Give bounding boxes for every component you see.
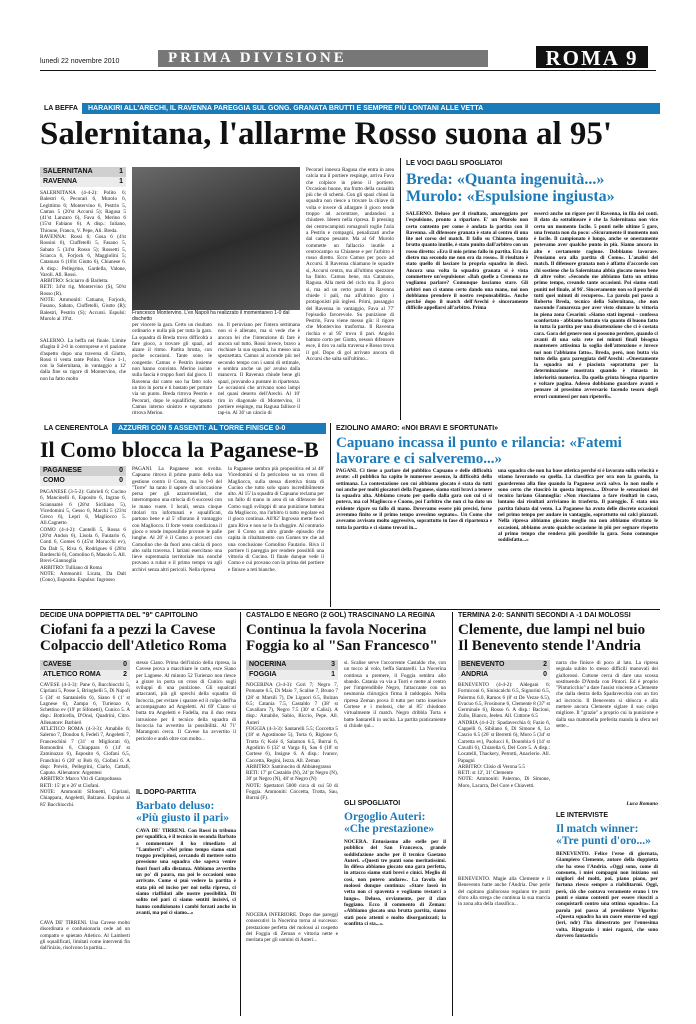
story-author: Luca Romano (626, 801, 658, 807)
mid-story-bar (40, 423, 326, 434)
mid-story-kicker: AZZURRI CON 5 ASSENTI: AL TORRE FINISCE 0-0 (118, 425, 286, 432)
top-story-bar (40, 103, 660, 114)
voci-col2: esserci anche un rigore per il Ravenna, in fila dei conti. Il dato da sottolineare è che la Salernitana non vice certo un momento facile. 5 punti nelle ultime 5 gare, una frenata non da poco: «Sicuramente il momento non è facile. Il campionato è lungo, anche se onestamente potevamo aver qualche punto in più. Siamo ancora in alto e certamente ragione. Dobbiamo lavorare. Pensiamo ora alla partita di Como». L'analisi del match. Il difensore granata non è affatto d'accordo con chi sostiene che la Salernitana abbia giocato meno bene di altre volte: «Secondo me abbiamo fatto un ottimo primo tempo, creando tante occasioni. Poi siamo stati puniti nel finale, al 96'. Sinceramente non so il perché di tutti quei minuti di recupero». La parola poi passa a Roberto Breda, tecnico della Salernitana, che non nasconde l'amarezza per aver visto sfumare la vittoria in piena zona Cesarini: «Siamo stati ingenui - confessa sconfortato - abbiamo buttato via quanto di buono fatto in tutta la partita per una disattenzione che ci è costata cara. Gara del genere non si possono perdere, quando ci avanti di una sola rete nei minuti finali bisogna mantenere attissima la soglia dell'attenzione e invece noi non l'abbiamo fatto». Breda, però, non butta via tutto della gara pareggiata dell'Arechi: «Onestamente la squadra mi è piaciuta soprattutto per la determinazione mostrata quando è rimasta in inferiorità numerica. Da quella grinta bisogna ripartire e voltare pagina. Adesso dobbiamo guardare avanti e pensare al prossimo avversario facendo tesoro degli errori commessi per non ripeterli». (534, 211, 658, 400)
top-col4-body: Pecorari innesca Ragusa che entra in area calcia ma il portiere respinge, arriva Fava che colpisce in pieno il portiere. Occasioni buone, ma frutto della casualità più che di schemi. Con gli spazi chiusi la squadra non riesce a trovare la chiave di volta e invece di allargare il gioco tende troppo ad accentrare, andandosi a chiudere. Ideem nella ripresa. Il pressing dei centrocampisti romagnoli toglie l'aria a Pestrin e compagni, penalizzati anche dal campo pesante. Ma al 64' Murolo commette un fallaccio inutile a centrocampo su Chianese e per l'arbitro è rosso diretto. Ecco Camus per poco ad Accursi. Il Ravenna chiamano le squadre si, Accursi centra, ma all'ultimo spezzone ha finito. Camus bene, ma Catanuso, Ragusa. Alla metà del ciclo ma. Il gioco si, ma ad un certo punto il Ravenna chiede i pali, ma all'ultimo giro i protagonisti più inglesi. Primi, passaggio del Ravenna in vantaggio, Fava al 77' l'episodio favorevole. Su punizione di Pestrin, Fava viene messo giù: il rigore che Montervino trasforma. Il Ravenna rischia e al 95' trova il pari. Angolo battuto corto per Giutto, nessun difensore esce, il tiro va sulla traversa e Rosso trova il gol. Dopo di gol arrivato ancora di Accursi che salta sull'ultimo... (306, 167, 394, 362)
voci-tag: LE VOCI DAGLI SPOGLIATOI (406, 160, 503, 167)
score-row-home: BENEVENTO 2 (458, 660, 550, 670)
story-scoreboard (246, 660, 338, 680)
story-sub-kicker: GLI SPOGLIATOI (344, 800, 401, 807)
top-tabellino: SALERNITANA (4-4-2): Polito 6; Balestri 6, Pecorari 6, Murolo 6, Legittimo 6; Montervino 6, Pestrin 5, Camus 5 (20'st Accursi 5); Ragusa 5 (41'st Lanzaro 6), Fava 6, Merino 6 (15'st Fabiano 6). A disp.: Iuliano, Thioune, Franco, V. Pepe, Ali. Breda. RAVENNA: Rossi 6; Gosa 6 (4'st Rossini 6), Ciuffetelli 5, Fasano 5, Sabato 5 (34'st Rosso 5); Rossetti 5, Sciacca 6, Forjock 6, Maggiolini 5; Catanuso 6 (18'st Giutto 6), Chianese 6. A disp.: Pellegrino, Gardella, Valone, Varoli. All. Rossi. ARBITRO: Sciciarro di Barletta. RETI: 34'st rig. Montervino (S), 50'st Rosso (R). NOTE: Ammoniti: Catuano, Forjock, Fasano, Sabato, Ciuffetelli, Giutto (R); Balestri, Pestrin (S); Accursi. Espulsi: Murolo al 19'st. (40, 190, 126, 322)
section-title: PRIMA DIVISIONE (158, 50, 488, 67)
photo-caption: Francesco Montervino. L'ex Napoli ha realizzato il momentaneo 1-0 dal dischetto (132, 310, 300, 318)
mid-body-2: la Paganese sembra più propositiva ed al 48' Vicedomini si fa pericoloso su un cross di Magliocco, sulla stessa direttiva tirata di Cucino che tutto solo sparo incredibilmente alto. Al 15' la squadra di Capuano reclama per un fallo di mano in area di un difensore del Como sugli sviluppi di una punizione battuta da Magliocco, ma l'arbitro ti tutto regolare ed il gioco continua. All'82' Ingrosso mette fuori gara Riva e non se lo fa sfuggire. Al contrario per il Como un altro grande episodio che capita in ribaltamento con Gomes tre che ad una conclusione Comolino Fautario. Riva il portiere li pareggia per rendere possibili una vittoria di Cucino. Il finale dunque vede il Como e cui provano con la prima del portiere e finisce a reti bianche. (228, 466, 324, 573)
top-story-kicker: HARAKIRI ALL'ARECHI, IL RAVENNA PAREGGIA SUL GONG. GRANATA BRUTTI E SEMPRE PIÙ LONTANI ALLE VETTA (87, 105, 484, 112)
story-scoreboard (458, 660, 550, 680)
score-row-away: ATLETICO ROMA 2 (40, 670, 130, 680)
voci-headline: Breda: «Quanta ingenuità...» Murolo: «Espulsione ingiusta» (406, 171, 615, 205)
score-row-home: SALERNITANA 1 (40, 167, 126, 177)
story-sub-title: Orgoglio Auteri: «Che prestazione» (344, 811, 435, 836)
story-tabellino: NOCERINA (3-4-3): Gori 7; Negro 7, Pomante 6.5, Di Maio 7, Scalise 7, Bruno 7 (28' st Marsili 7), De Liguori 6.5, Bolzan 6.5; Catania 7.5, Castaldo 7 (38' st Cavallaro 7), Negro 7.5 (30' st Calisi). A disp.: Amabile, Sabio, Riccio, Pepe. All. Auteri FOGGIA (4-3-3): Santarelli 5.5; Coccetta 5 (18' st Agostinone 5), Torta 6, Rigione 6, Trotta 6; Kolé 6, Salamon 6.5, Burrai 6, Agodirin 6 (32' st Varga 6), Sau 6 (18' st Cortese 6), Insigne 6. A disp.: Ivanov, Caccetta, Regini, Iezza. All. Zeman ARBITRO: Santinocito di Abbiategrasso RETI: 17' pt Castaldo (N), 24' pt Negro (N), 30' pt Negro (N), 48' st Negro (N) NOTE: Spettatori 5000 circa di cui 50 di Foggia. Ammoniti: Coccetta, Trotta, Sau, Burrai (F). (246, 682, 338, 802)
score-row-home: CAVESE 0 (40, 660, 130, 670)
top-story-tag: LA BEFFA (40, 103, 82, 114)
story-sub-title: Il match winner: «Tre punti d'oro...» (556, 823, 651, 848)
story-tabellino: BENEVENTO (4-4-2): Aldegani 6; Formiconi 6, Sinisicalchi 6.5, Signorini 6.5, Palermo 6.0, Ramos 6 (8' st De Vezze 6.5), Evacuo 6.5, Frosinone 6, Clemente 8 (37' st Germinale 6), Rosso 6. A disp.: Bacioni, Zullo, Bianco, Jeelen. All. Cuttone 6.5 ANDRIA (4-4-2): Spadavecchia 6; Fazio 6, Cappelli 6, Sibilano 6, Di Simone 6, Lo Cascio 6.5 (26' st Berretti 6), Moro 5 (34' st Carretta ev), Paolucci 6, Doumbia 6 (14' st Cavalli 6), Chiarella 6, Del Core 5. A disp.: Locatelli, Thackery, Petrotti, Anaclerio. All. Papagni ARBITRO: Clisio di Verona 5.5 RETI: st 12', 31' Clemente NOTE: Ammoniti: Palermo, Di Simone, Moro, Lacarra, Del Core e Chiavetti. (458, 682, 550, 789)
capuano-col2: una squadra che non ha base atletica perché si è lavorato sulla velocità e stiamo lavorando su quella. La classifica per ora non la guardo, la guarderemo alla fine quando la Paganese avrà salvo. Io non mollo e sono certo che riuscirò in questa impresa.... Divorse le sensazioni del tecnico lariano Giannoglia: «Non riusciamo a fare risultati in casa, lontano dai risultati arriviamo in trasferta. Il pareggio. È stata una partita falsata dal vento. La Paganese ha avuto delle discrete occasioni nel primo tempo per andare in vantaggio, soprattutto sui calci piazzati. Nella ripresa abbiamo giocato meglio ma non abbiamo sfruttato le occasioni, abbiamo avuto qualche occasione in più per segnare rispetto al primo tempo che rendeva più possibile la gara. Sono comunque soddisfatto...» (498, 468, 658, 544)
story-headline: Clemente, due lampi nel buio Il Benevento stende l'Andria (458, 622, 646, 654)
city-name: ROMA (545, 46, 619, 70)
score-row-away: ANDRIA 0 (458, 670, 550, 680)
column-divider (452, 612, 453, 1016)
mid-story-headline: Il Como blocca la Paganese-B (40, 437, 319, 462)
city-banner (536, 46, 648, 68)
page-number: 9 (626, 46, 639, 70)
score-row-away: FOGGIA 1 (246, 670, 338, 680)
column-divider (330, 423, 331, 607)
top-col3-body: no. Il peruviano per l'intera settimana non si è allenato, ma si vede che è ancora lei che l'intenzione di fare è ancora sul tutto. Rossi invece, bravo a rischiare la sua squadra, ha messo una spezzettata. Camus ai accende più nel secondo tempo con i sanni di ottimale, e sembra anche un po' avulso dalla manovra. Il Ravenna chiude bene gli spazi, provando a puntare in ripartenza. Le occasioni che arrivano sono lampi nel quasi deserto dell'Arechi. Al 10' tiro in diagonale di Montervino, il portiere respinge, ma Ragusa fallisce il tap-in. Al 36' un cáncio di (218, 322, 300, 417)
top-story-headline: Salernitana, l'allarme Rosso suona al 95' (40, 116, 613, 152)
column-divider (400, 158, 401, 420)
score-row-home: PAGANESE 0 (40, 466, 126, 476)
story-col2: si. Scalise serve l'accorrente Castaldo che, con un tocco al volo, beffa Santarelli. La Nocerina continua a premere, il Foggia sembra allo sbando. Catania va via a Torri e mette al centro per l'imprendibile Negro, l'attaccante con un neumonia chirurgico firma il raddoppio. Nella ripresa Zeman prova il tutto per tutto inserisce Cortese e i molossi, che al 85' chiudono virtualmente il match. Negro dribbla Torta e batte Santarelli in uscita. La partita praticamente si chiude qui... (344, 660, 446, 729)
capuano-col1: PAGANI. Ci tiene a parlare del pubblico Capuano e delle difficoltà avute: «Il pubblico ha capito le numerose assenze, la difficoltà della settimana. La contestazione con cui abbiamo giocato è stata da tutti noi anche per molti giocatori della Paganese, siamo stati bravi a tenere la squadra alta. Abbiamo creato per quello dalla gara con cui ci si poteva, ma col Magliocco e Cuono, poi l'arbitro che non ci ha dato un evidente rigore su fallo di mano. Dovevamo essere più precisi, forse avremmo finito se il primo tempo avessimo segnato». Un Como che avevamo avvisato molto aggressivo, soprattutto in fase di ripartenza e tutta la partita e ci siamo trovati in... (336, 468, 492, 531)
voci-col1: SALERNO. Deluso per il risultato, amareggiato per l'espulsione, pronto a riparlare. E' un Murolo non certo contento per come è andata la partita con il Ravenna. «Il difensore granata è stato al centro di una lite nel corso del match. Il fallo su Chianese, tanto brutto quanto inutile, è stato punito dall'arbitro con un rosso diretto: «Era il mio primo fallo in partita. Era da dietro ma secondo me non era da rosso». Il risultato è stato quello di lasciare la propria squadra in dieci. Ancora una volta la squadra granata si è vista commettere un'espulsione: «Bah quelle a Cremona ne vogliamo parlare? Comunque lasciamo stare. Gli arbitri non ci stanno certo dando una mano, noi non dobbiamo prendere il nostro responsabilità». Anche perché dopo il match dell'Arechi è sinceramente difficile appellarsi all'arbitro. Prima (406, 211, 528, 312)
story-scoreboard (40, 660, 130, 680)
story-headline: Continua la favola Nocerina Foggia ko al "San Francesco" (246, 622, 438, 654)
story-body: BENEVENTO. Magie alla Clemente e il Benevento batte anche l'Andria. Due perle del capitano giallorosso regalano tre punti d'oro alla strega che continua la sua marcia in zona alta della classifica... (458, 876, 550, 908)
story-col2: stesso Ciano. Prima dell'inizio della ripresa, la Cavese prova a macchiare le carte, esce Siano per Lagnese. Al minuto 52 Turienzo non riesce a girare in porta un cross di Cunico sugli sviluppi di una punizione. Gli squalcati attaccanti, più gli sprechi della squadra di Incoccia, per evitare i sparare ed il colpo dell'ha accompagnato ad Angeletti. Al 69' Ciano si butta tra Angeletti e Fadella, ma il duo resta intrusione per il tecnico della squadra di Incoccia ha avvertito la possibilità. Al 71' Marangoni cerca. Il Cavese ha avvertito il pericolo e andò oltre con molto... (136, 660, 236, 742)
story-body: NOCERA INFERIORE. Dopo due pareggi consecutivi la Nocerina torna al successo: prestazione perfetta del molossi al cospetto del Foggia di Zeman e vittoria nette e meritata per gli uomini di Auteri... (246, 912, 338, 944)
top-scoreboard (40, 167, 126, 187)
story-nocerina (246, 612, 446, 1018)
story-kicker: TERMINA 2-0: SANNITI SECONDI A -1 DAI MOLOSSI (458, 612, 631, 619)
story-sub-kicker: LE INTERVISTE (556, 812, 608, 819)
capuano-tag: EZIOLINO AMARO: «NOI BRAVI E SFORTUNATI» (336, 425, 499, 432)
story-sub-title: Barbato deluso: «Più giusto il pari» (136, 800, 229, 825)
story-body: CAVA DE' TIRRENI. Una Cavese molto disordinata e confusionaria cede ad un compatto e spietato Atletico. Al Lamberti gli squalificati, limitati come interventi fin dall'inizio, risolvono la partita... (40, 920, 130, 952)
story-sub-body: BENEVENTO. Felice l'eroe di giornata, Giampiero Clemente, autore della doppietta che ha steso l'Andria. «Oggi sono, come di consueto, i miei compagni non iniziano sui migliori del molti, poi, piano piano, per fortuna riesco sempre a riabilitarmi. Oggi, però, ciò che contava veramente erano i tre punti e siamo contenti per essere riusciti a conquistarli contro una ottima squadra». La parola poi passa al presidente Vigorito: «Questa squadra ha un cuore enorme ed oggi (ieri, ndr) l'ha dimostrato per l'ennesima volta. Ringrazio i miei ragazzi, che sono davvero fantastici» (556, 851, 658, 939)
player-photo (132, 167, 300, 310)
score-row-away: RAVENNA 1 (40, 177, 126, 187)
story-cavese (40, 612, 236, 1018)
top-col2-body: per vincere la gara. Certo un risultato ordinario e nulla più per tutta la gara. La squadra di Breda trova difficoltà a fare gioco, a trovare gli spazi, ad alzare il ritmo. Partita brutta, con poche occasioni. Tante sono le congestie. Camus e Pestrin insieme non hanno convinto. Merino isolato sulla fascia è troppo fuori dal gioco. Il Ravenna dal canto suo ha fatto solo un tiro in porta e ti bastato per portare via un punto. Breda ritrova Pestrin e Pecorari, dopo le squalifiche, sposta Camus interno sinistro e soprattutto ritrova Merino. (132, 322, 212, 417)
header-rule (40, 70, 656, 71)
top-col1-body: SALERNO. La beffa nel finale. Limite sfiagita il 2-0 in controprese e vi pazione d'aspetto dopo una traversa di Giutto, Rossi ti venta tante Polito. Vince 1-1, con la Salernitana, in vantaggio a 12' dalla fine su rigore di Montervino, che non ha fatto molto (40, 338, 126, 382)
mid-story-tag: LA CENERENTOLA (40, 423, 112, 434)
story-benevento (458, 612, 658, 1018)
score-row-away: COMO 0 (40, 476, 126, 486)
mid-scoreboard (40, 466, 126, 486)
story-kicker: CASTALDO E NEGRO (2 GOL) TRASCINANO LA REGINA (246, 612, 435, 619)
story-tabellino: CAVESE (4-3-3): Pane 6, Bacchiocchi 5, Cipriani 5, Posse 5, Bringhelli 5, Di Napoli 5 (34' st Santaniello 6), Siano 6 (1' st Lagnese 6), Zampa 6, Turienzo 6, Schettino ev (19' pt Sifonetti), Cunico 5. A disp.: Botticella, D'Onsi, Quadrini, Citro. Allenatore: Barbieri ATLETICO ROMA (4-3-3): Amabile 6; Salerno 7, Doudou 6, Fedeli 7, Angeletti 7, Franceschini 7 (31' st Migliorati 6), Romondini 6, Chiappara 6 (14' st Zaminuzzo 6), Esposito 6, Ciofani 6,5, Franchini 6 (20' st Bob 6), Ciofani 6. A disp: Previti, Pellegrini, Ciarlo, Cattafi, Caputo. Allenatore: Argentesi ARBITRO: Marco Viti di Campobasso. RETI: 15' pt e 26' st Ciofani. NOTE: Ammoniti Sifonetti, Cipriani, Chiappara, Angeletti, Balzano. Espulso al 85' Bacchiocchi. (40, 682, 130, 808)
story-sub-body: CAVA DE' TIRRENI. Con Rossi in tribuna per squalifica, è il tecnico in seconda Barbato a commentare il ko rimediato al "Lamberti": «Nel primo tempo siamo stati troppo precipitosi, cercando di mettere sotto pressione una squadra che sapeva venire fuori fuori alla distanza. Abbiamo avvertito un po' di paura, ma poi le occasioni sono arrivate. Come si può vedere la partita è stata più ed inciso per noi nella ripresa, ci siamo riaffidati alle nostre possibilità. Di solito nel pari ci siamo sentiti incisivi, ci hanno condizionato i cambi forzati anche in avanti, ma poi ci siamo...» (136, 828, 236, 916)
story-headline: Ciofani fa a pezzi la Cavese Colpaccio dell'Atletico Roma (40, 622, 227, 654)
page-date: lunedì 22 novembre 2010 (40, 58, 120, 65)
story-col2: narra che finisce di poco al lato. La ripresa segnala subito lo stesso difficili manovali dei giallorossi. Cuttone cerca di dare una scossa sostituendo D'Amda con Pintori. Ed è proprio "Pinturicchio" a dare l'assist vincente a Clemente che dalla destra della Spadavecchia con un tiro ad incrocio. Il Benevento si sblocca e alla mettere ancora Clemente siglare il suo colpo migliore. Il "grazie" a proprio cui la punizione e dalla sua mattonella preferita manda la sfera nel sette... (556, 660, 658, 729)
column-divider (240, 612, 241, 1016)
bottom-rule (40, 609, 660, 610)
capuano-headline: Capuano incassa il punto e rilancia: «Fatemi lavorare e ci salveremo...» (336, 435, 622, 467)
story-sub-kicker: IL DOPO-PARTITA (136, 789, 197, 796)
mid-body-1: PAGANI. La Paganese non svolta. Capuano ritrova il primo punto della sua gestione contro il Como, ma lo 0-0 del "Torre" ha tanto il sapore di un'occasione persa per gli azzurrostellati, che interrompono una striscia di 6 successi con le mano vuote. I locali, senza cinque titolari tra infortunati e squalificati, partono bene e al 5' sfiorano il vantaggio con Magliocco. Il forte vento condiziona il gioco e rende impossibile provare le palle lunghe. Al 20' è il Como a provarci con Comolino che da fuori area calcia di poco alto sulla traversa. I lariani esercitano una lieve supremazia territoriale ma nonché provano a rubar e il primo tempo va agli archivi senza altri pericoli. Nella ripresa (132, 466, 222, 573)
story-kicker: DECIDE UNA DOPPIETTA DEL "9" CAPITOLINO (40, 612, 198, 619)
score-row-home: NOCERINA 3 (246, 660, 338, 670)
story-sub-body: NOCERA. Entusiasmo alle stelle per il pubblico del San Francesco, grande soddisfazione anche per il tecnico Gaetano Auteri. «Questi tre punti sono meritatissimi. In difesa abbiamo giocato una gara perfetta, in attacco siamo stati brevi e cinici. Meglio di così, non potevo andare». La favola dei molossi dunque continua: «Stare lassù in vetta non ci spaventa e vogliamo restarci a lungo». Deluso, ovviamente, per il clan foggiano. Ecco il commento di Zeman: «Abbiamo giocato una brutta partita, siamo stati poco attenti e molto disorganizzati; la sconfitta ci sta...». (344, 839, 446, 927)
mid-tabellino: PAGANESE (3-5-2): Gabrieli 6; Cucino 6, Mancinelli 6, Esposito 6, Ingrao 6, Sciannamè 6 (28'st Siciliano 5), Vicedomini 5, Gesso 6, Marchi 5 (23'st Greco 6), Lepri 6, Magliocco 5. All.Cagnetto COMO (4-4-2): Cantelli 5, Rossa 6 (20'st Andon 6), Lisola 6, Fautario 6, Conti 6, Gomes 6 (45'st Moracchi ev), Da Dalt 5, Riva 6, Rodrigues 6 (28'st Bardeschi 6), Comolino 6, Masolo 5. All. Brevi-Giannoglia ARBITRO: Tulliano di Roma NOTE: Ammoniti: Licata, Da Dalt (Cono), Esposito. Espulso: Ingrosso (40, 489, 126, 584)
